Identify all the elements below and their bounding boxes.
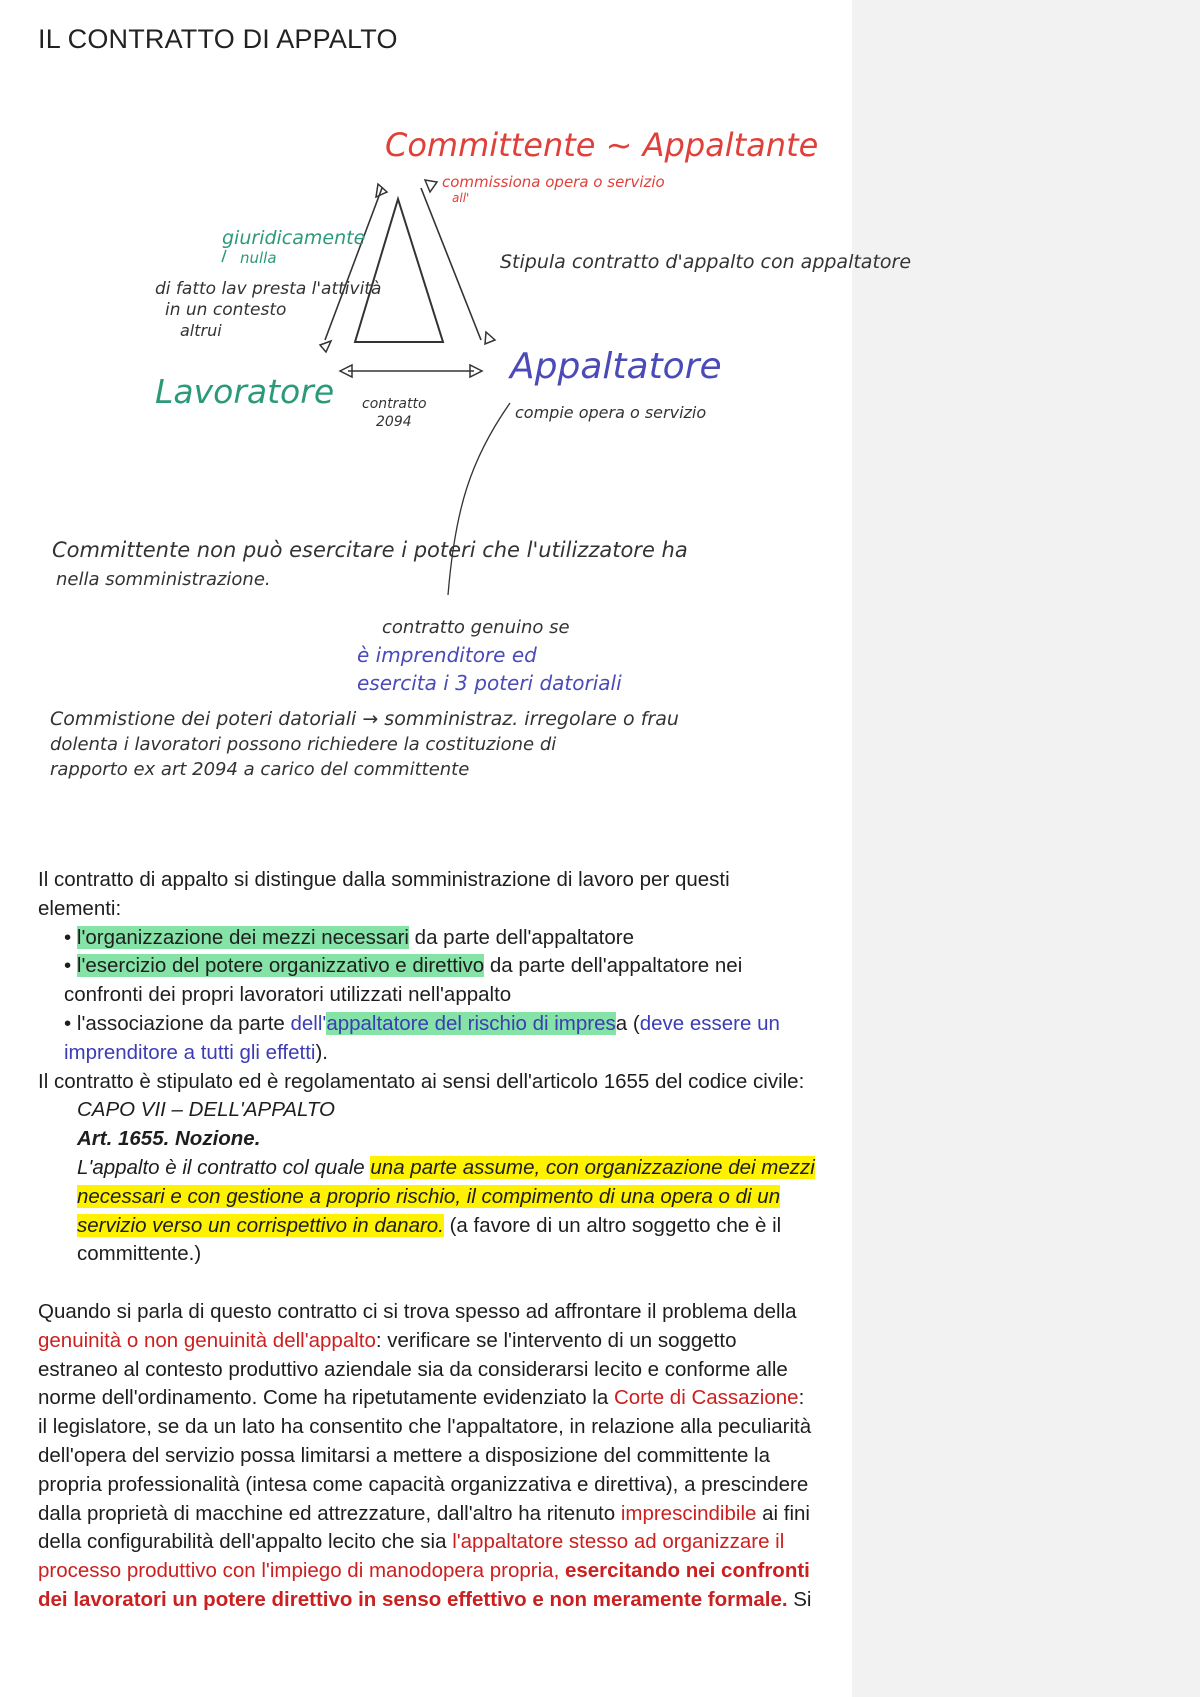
nulla-note: nulla bbox=[240, 249, 277, 267]
arrow-committente-appaltatore bbox=[421, 188, 481, 340]
arrowhead-icon bbox=[485, 332, 495, 344]
compie-note: compie opera o servizio bbox=[515, 403, 707, 422]
difatto-note: di fatto lav presta l'attività bbox=[155, 279, 382, 299]
tick-mark bbox=[222, 250, 226, 262]
article-quote: L'appalto è il contratto col quale una parte assume, con organizzazione dei mezzi necessari e con gestione a proprio rischio, il compimento di una opera o di un servizio verso un corrispettivo in danaro. (a favore di un altro soggetto che è il committente.) bbox=[77, 1155, 815, 1266]
article-heading: Art. 1655. Nozione. bbox=[77, 1127, 261, 1151]
arrow-committente-lavoratore bbox=[325, 188, 382, 340]
genuinita-paragraph: Quando si parla di questo contratto ci si trova spesso ad affrontare il problema della genuinità o non genuinità dell'appalto: verificare se l'intervento di un soggetto estraneo al contesto produttivo aziendale sia da considerarsi lecito e conforme alle norme dell'ordinamento. Come ha ripetutamente evidenziato la Corte di Cassazione: il legislatore, se da un lato ha consentito che l'appaltatore, in relazione alla peculiarità dell'opera del servizio possa limitarsi a mettere a disposizione del committente la propria professionalità (intesa come capacità organizzativa e direttiva), a prescindere dalla proprietà di macchine ed attrezzature, dall'altro ha ritenuto imprescindibile ai fini della configurabilità dell'appalto lecito che sia l'appaltatore stesso ad organizzare il processo produttivo con l'impiego di manodopera propria, esercitando nei confronti dei lavoratori un potere direttivo in senso effettivo e non meramente formale. Si bbox=[38, 1299, 812, 1611]
difatto-note-2: in un contesto bbox=[165, 300, 287, 320]
connector-line bbox=[448, 403, 510, 595]
arrowhead-icon bbox=[425, 180, 437, 192]
arrowhead-icon bbox=[320, 341, 331, 352]
diagram-triangle bbox=[355, 199, 443, 342]
contratto-label: contratto bbox=[362, 396, 427, 412]
handwritten-diagram bbox=[0, 100, 912, 800]
list-item: • l'esercizio del potere organizzativo e direttivo da parte dell'appaltatore nei confronti dei propri lavoratori utilizzati nell'appalto bbox=[64, 954, 743, 1007]
genuino-note: contratto genuino se bbox=[382, 617, 570, 638]
committente-label: Committente ~ Appaltante bbox=[385, 126, 819, 164]
commistione-note: Commistione dei poteri datoriali → somministraz. irregolare o frau bbox=[50, 708, 679, 730]
page-title: IL CONTRATTO DI APPALTO bbox=[38, 24, 398, 54]
commistione-note-2: dolenta i lavoratori possono richiedere la costituzione di bbox=[50, 734, 557, 755]
capo-heading: CAPO VII – DELL'APPALTO bbox=[77, 1098, 335, 1122]
document-body bbox=[38, 866, 818, 1615]
poteri-note: Committente non può esercitare i poteri che l'utilizzatore ha bbox=[52, 538, 688, 562]
lavoratore-label: Lavoratore bbox=[155, 372, 335, 411]
giuridicamente-note: giuridicamente bbox=[222, 227, 366, 249]
stipula-note: Stipula contratto d'appalto con appaltatore bbox=[500, 251, 912, 273]
highlight-yellow: una parte assume, con organizzazione dei mezzi necessari e con gestione a proprio rischio, il compimento di una opera o di un servizio verso un corrispettivo in danaro. bbox=[77, 1155, 815, 1237]
highlight-green: l'esercizio del potere organizzativo e direttivo bbox=[76, 954, 485, 978]
art-2094-label: 2094 bbox=[376, 414, 412, 430]
commissiona-note-cont: all' bbox=[452, 191, 470, 205]
list-item: • l'organizzazione dei mezzi necessari da parte dell'appaltatore bbox=[64, 925, 634, 949]
stipulato-paragraph: Il contratto è stipulato ed è regolamentato ai sensi dell'articolo 1655 del codice civile: bbox=[38, 1069, 805, 1093]
genuino-note-2: è imprenditore ed bbox=[357, 643, 537, 667]
paragraph-gap bbox=[38, 1269, 818, 1298]
appaltatore-label: Appaltatore bbox=[510, 346, 722, 387]
highlight-green: l'organizzazione dei mezzi necessari bbox=[76, 925, 409, 949]
commissiona-note: commissiona opera o servizio bbox=[442, 173, 665, 191]
difatto-note-3: altrui bbox=[180, 321, 222, 340]
list-item: • l'associazione da parte dell'appaltatore del rischio di impresa (deve essere un imprenditore a tutti gli effetti). bbox=[64, 1011, 780, 1064]
genuino-note-3: esercita i 3 poteri datoriali bbox=[357, 671, 622, 695]
poteri-note-2: nella somministrazione. bbox=[56, 569, 271, 590]
commistione-note-3: rapporto ex art 2094 a carico del committente bbox=[50, 759, 470, 780]
intro-paragraph: Il contratto di appalto si distingue dalla somministrazione di lavoro per questi elementi: bbox=[38, 868, 730, 920]
highlight-green: appaltatore del rischio di impres bbox=[326, 1011, 616, 1035]
